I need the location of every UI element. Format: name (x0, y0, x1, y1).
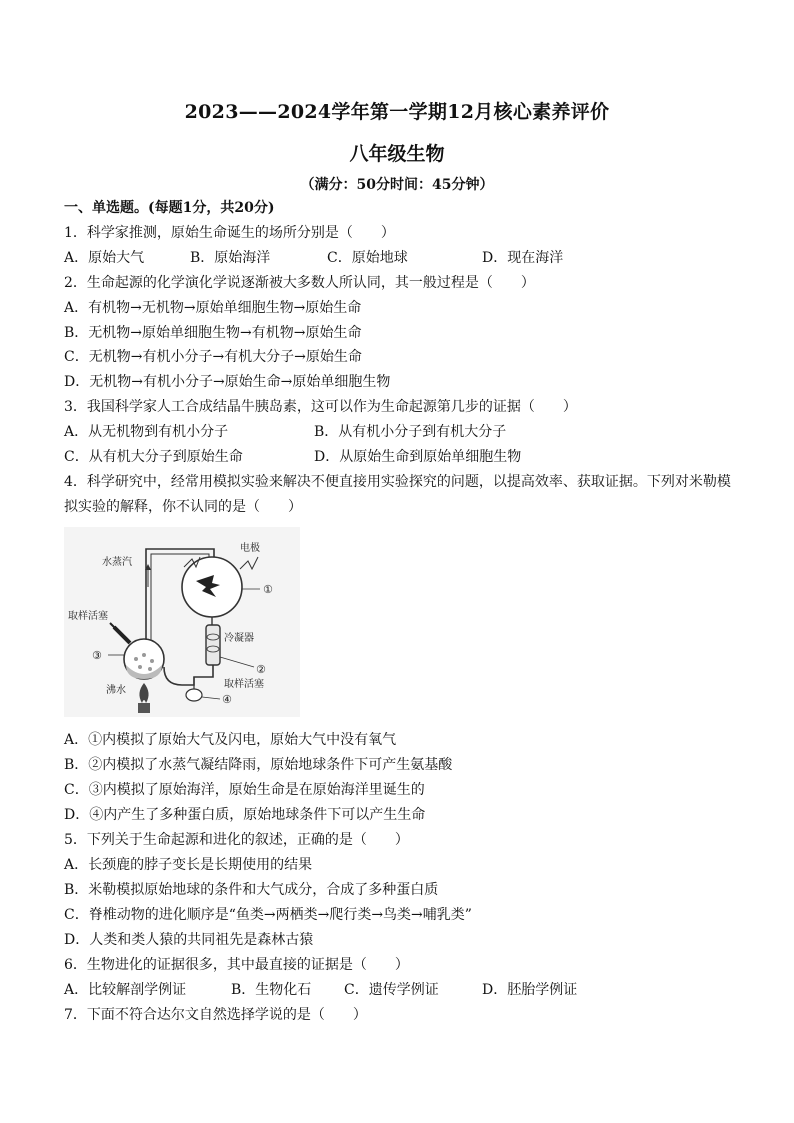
question-3-option-d: D．从原始生命到原始单细胞生物 (314, 449, 522, 465)
exam-meta: （满分：50分时间：45分钟） (300, 177, 494, 193)
question-4-stem-line-2: 拟实验的解释，你不认同的是（ ） (64, 499, 302, 515)
question-1-option-d: D．现在海洋 (482, 250, 564, 266)
burner-flame (139, 683, 148, 703)
electrode-right (240, 557, 258, 569)
marker-1: ① (263, 583, 273, 596)
burner (138, 703, 150, 713)
question-2-option-d: D．无机物→有机小分子→原始生命→原始单细胞生物 (64, 374, 391, 390)
sampling-flask (186, 689, 202, 701)
marker-2: ② (256, 663, 266, 676)
question-4-option-a: A．①内模拟了原始大气及闪电，原始大气中没有氧气 (64, 732, 397, 748)
label-electrode: 电极 (240, 543, 260, 554)
return-tube (164, 665, 213, 685)
exam-title: 2023——2024学年第一学期12月核心素养评价 (184, 101, 610, 123)
condenser (206, 625, 220, 665)
marker-4: ④ (222, 693, 232, 706)
question-6-option-a: A．比较解剖学例证 (64, 982, 187, 998)
question-2-option-b: B．无机物→原始单细胞生物→有机物→原始生命 (64, 325, 362, 341)
question-1-option-a: A．原始大气 (64, 250, 145, 266)
label-condenser: 冷凝器 (224, 633, 254, 644)
question-2-option-c: C．无机物→有机小分子→有机大分子→原始生命 (64, 349, 362, 365)
label-boiling-water: 沸水 (106, 685, 126, 696)
question-6-option-d: D．胚胎学例证 (482, 982, 578, 998)
question-6-option-c: C．遗传学例证 (344, 982, 439, 998)
question-5-option-b: B．米勒模拟原始地球的条件和大气成分，合成了多种蛋白质 (64, 882, 439, 898)
question-4-option-d: D．④内产生了多种蛋白质，原始地球条件下可以产生生命 (64, 807, 426, 823)
miller-apparatus-diagram (64, 527, 300, 717)
question-6-option-b: B．生物化石 (231, 982, 312, 998)
exam-subtitle: 八年级生物 (349, 143, 445, 165)
question-4-stem-line-1: 4．科学研究中，经常用模拟实验来解决不便直接用实验探究的问题，以提高效率、获取证据。下列对米勒模 (64, 474, 731, 490)
question-3-stem: 3．我国科学家人工合成结晶牛胰岛素，这可以作为生命起源第几步的证据（ ） (64, 399, 577, 415)
marker-3: ③ (92, 649, 102, 662)
miller-experiment-figure (64, 527, 300, 717)
question-4-option-c: C．③内模拟了原始海洋，原始生命是在原始海洋里诞生的 (64, 782, 425, 798)
label-sampling-top: 取样活塞 (68, 611, 108, 622)
label-vapor: 水蒸汽 (102, 557, 132, 568)
label-sampling-bottom: 取样活塞 (224, 679, 264, 690)
question-5-option-c: C．脊椎动物的进化顺序是“鱼类→两栖类→爬行类→鸟类→哺乳类” (64, 907, 472, 923)
question-3-option-a: A．从无机物到有机小分子 (64, 424, 229, 440)
question-1-option-b: B．原始海洋 (190, 250, 271, 266)
question-3-option-b: B．从有机小分子到有机大分子 (314, 424, 507, 440)
question-2-option-a: A．有机物→无机物→原始单细胞生物→原始生命 (64, 300, 362, 316)
question-3-option-c: C．从有机大分子到原始生命 (64, 449, 243, 465)
question-4-option-b: B．②内模拟了水蒸气凝结降雨，原始地球条件下可产生氨基酸 (64, 757, 453, 773)
question-1-option-c: C．原始地球 (327, 250, 408, 266)
section-heading: 一、单选题。(每题1分，共20分) (64, 200, 275, 216)
question-5-stem: 5．下列关于生命起源和进化的叙述，正确的是（ ） (64, 832, 409, 848)
question-2-stem: 2．生命起源的化学演化学说逐渐被大多数人所认同，其一般过程是（ ） (64, 275, 535, 291)
question-5-option-a: A．长颈鹿的脖子变长是长期使用的结果 (64, 857, 313, 873)
question-5-option-d: D．人类和类人猿的共同祖先是森林古猿 (64, 932, 314, 948)
question-1-stem: 1．科学家推测，原始生命诞生的场所分别是（ ） (64, 225, 395, 241)
question-6-stem: 6．生物进化的证据很多，其中最直接的证据是（ ） (64, 957, 409, 973)
question-7-stem: 7．下面不符合达尔文自然选择学说的是（ ） (64, 1007, 367, 1023)
